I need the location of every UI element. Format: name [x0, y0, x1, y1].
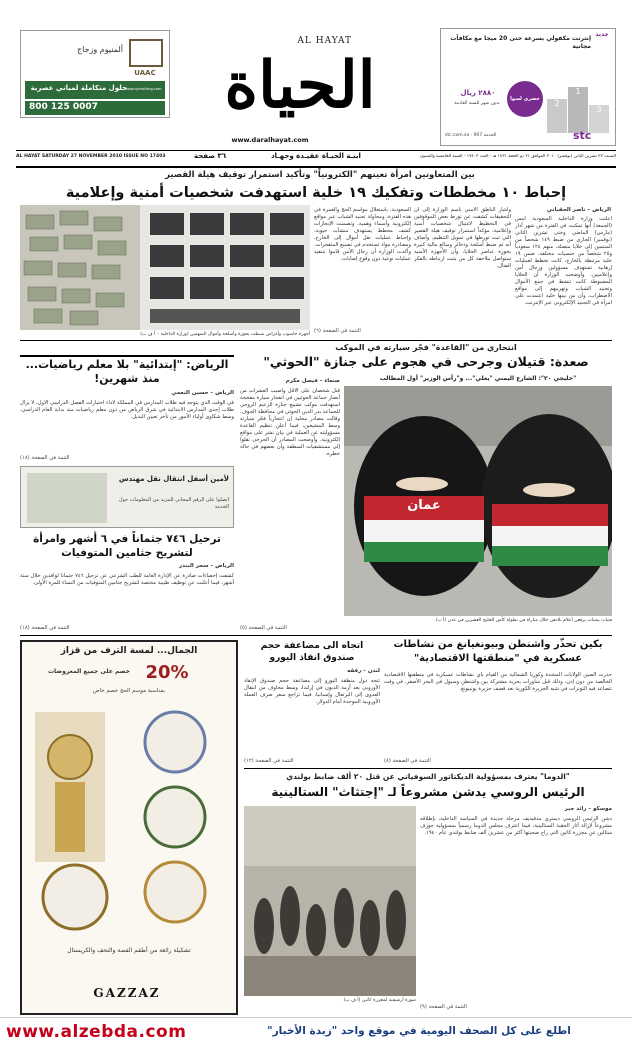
- ad-uaac-url: www.cprholding.com: [125, 87, 162, 91]
- yemen-kicker: انتحاري من "القاعدة" فجّر سيارته في الموكب: [335, 343, 517, 352]
- transfer-ad[interactable]: [20, 466, 234, 528]
- riyadh-kicker[interactable]: الرياض: "إبتدائية" بلا معلم رياضيات... منذ شهرين!: [25, 358, 229, 385]
- date-bottom-rule: [16, 166, 616, 168]
- podium-step-2: 2: [547, 99, 567, 133]
- russia-byline: موسكو – رائد جبر: [564, 806, 612, 812]
- gazzaz-ad[interactable]: [20, 640, 238, 1015]
- russia-photo-caption: صورة أرشيفية لمجزرة كاتين (أ ف ب): [343, 998, 416, 1003]
- gazzaz-discount-label: خصم على جميع المعروضات: [48, 668, 130, 675]
- ad-stc-headline: إنترنت مكفولي بسرعة حتى 20 ميجا مع مكافآت مجانية: [450, 35, 591, 50]
- migration-headline[interactable]: ترحيل ٧٤٦ جثماناً في ٦ أشهر وامرأة لتشريح جثامين المتوفيات: [33, 533, 221, 559]
- ad-stc-logo: stc: [573, 129, 592, 142]
- ad-uaac-slogan: حلول متكاملة لمباني عصرية: [30, 84, 127, 92]
- lead-col-2: وأشار الناطق الأمني باسم الوزارة إلى أن التحقيقات كشفت عن تورط بعض الموقوفين في التخطيط لاغتيال شخصيات أمنية وإعلامية، مؤكداً استمرار توقيف هيلة القصير التي ثبت تورطها في تمويل التنظيم. وأضاف أنه تم ضبط أسلحة وذخائر ومبالغ مالية كبيرة بحوزة عناصر الخلايا، وأن الأجهزة الأمنية ستواصل ملاحقة كل من يثبت ارتباطه بالفكر الضال.: [414, 207, 511, 269]
- russia-top-rule: [244, 768, 612, 769]
- yemen-photo-caption: فتيات يمنيات يرفعن أعلام بلادهن خلال مباراة في بطولة كأس الخليج العشرين في عدن (أ ب): [435, 618, 612, 623]
- ad-stc-price: ٢٨٨٠ ريال: [460, 89, 496, 97]
- podium-step-1: 1: [568, 87, 588, 133]
- russia-kicker: "الدوما" يعترف بمسؤولية الديكتاتور السوفياتي عن قتل ٢٠ ألف ضابط بولندي: [286, 772, 570, 781]
- masthead-latin: AL HAYAT: [297, 36, 352, 46]
- lead-bottom-rule: [20, 340, 612, 341]
- ad-uaac[interactable]: [20, 30, 170, 118]
- yemen-flag-text: عمان: [407, 498, 441, 513]
- ad-stc-badge: حصري لسوا: [507, 81, 543, 117]
- lead-headline[interactable]: إحباط ١٠ مخططات وتفكيك ١٩ خلية استهدفت شخصيات أمنية وإعلامية: [65, 185, 567, 201]
- yemen-headline[interactable]: صعدة: قتيلان وجرحى في هجوم على جنازة "الحوثي": [263, 354, 589, 369]
- lead-photo: [20, 205, 310, 330]
- lead-continued[interactable]: التتمة في الصفحة (٦): [314, 328, 361, 334]
- footer-slogan: اطلع على كل الصحف اليومية في موقع واحد "زبدة الأخبار": [267, 1025, 571, 1037]
- transfer-ad-title: لأمين أسفل انتقال نقل مهندس: [118, 475, 229, 483]
- migration-continued[interactable]: التتمة في الصفحة (١٨): [20, 625, 70, 631]
- china-body: حذرت الصين الولايات المتحدة وكوريا الشمالية من القيام بأي نشاطات عسكرية في منطقتها الاقتصادية الخالصة من دون إذن، وذلك قبل مناورات بحرية مشتركة بين واشنطن وسيول في البحر الأصفر، في وقت تتصاعد فيه التوترات في شبه الجزيرة الكورية بعد قصف جزيرة يونبيونغ.: [384, 672, 612, 692]
- russia-headline[interactable]: الرئيس الروسي يدشن مشروعاً لـ "إجتثاث" الستالينية: [271, 785, 585, 799]
- riyadh-byline: الرياض – حسين النعمي: [171, 390, 234, 396]
- lead-byline: الرياض – ناصر الحقباني: [546, 207, 611, 213]
- ad-stc-sub: بدون شهر للسنة القادمة: [454, 101, 500, 106]
- gazzaz-offer: بمناسبة موسم الحج خصم خاص: [92, 688, 166, 694]
- date-bar: [16, 151, 616, 165]
- footer-url[interactable]: www.alzebda.com: [6, 1022, 187, 1042]
- yemen-continued[interactable]: التتمة في الصفحة (٥): [240, 625, 287, 631]
- lead-col-3: السعودية، باستغلال مواسم الحج والعمرة في هذه الفترة، ومحاولة تجنيد الشباب عبر مواقع إلكترونية وأسماء وهمية. وتضمنت الإنجازات كشف مخطط يستهدف منشآت حيوية، وإحباط عمليات نقل أموال إلى الخارج، ومصادرة مواد تستخدم في تصنيع المتفجرات. وأكدت الوزارة أن رجال الأمن قاموا بتنفيذ عمليات نوعية دون وقوع إصابات.: [314, 207, 411, 262]
- podium-step-3: 3: [589, 105, 609, 133]
- mid-rule: [20, 635, 612, 636]
- china-continued[interactable]: التتمة في الصفحة (٨): [384, 758, 431, 764]
- riyadh-continued[interactable]: التتمة في الصفحة (١٨): [20, 455, 70, 461]
- euro-byline: لندن – رفقه: [347, 668, 380, 674]
- gazzaz-title: الجمال... لمسة الترف من قزاز: [60, 646, 198, 656]
- gazzaz-products: [30, 702, 230, 942]
- gazzaz-brand: GAZZAZ: [93, 986, 161, 1000]
- riyadh-body: في الوقت الذي يتوجه فيه طلاب المدارس في المملكة لأداء اختبارات الفصل الدراسي الأول، لا يزال طلاب إحدى المدارس الابتدائية في شرق الرياض من دون معلم رياضيات منذ بداية العام الدراسي، وسط شكاوى أولياء الأمور من تأخر تعيين البديل.: [20, 400, 234, 420]
- yemen-body: قتل شخصان على الأقل وأصيب العشرات من أنصار جماعة الحوثيين في انفجار سيارة مفخخة استهدفت موكب تشييع جنازة الزعيم الروحي للجماعة بدر الدين الحوثي في محافظة الجوف. وقالت مصادر محلية إن انتحارياً فجّر سيارته وسط المشيعين، فيما أعلن تنظيم القاعدة مسؤوليته عن العملية في بيان نشر على مواقع إلكترونية. وأوضحت المصادر أن الجرحى نقلوا إلى مستشفيات المنطقة وأن بعضهم في حالة خطرة.: [240, 388, 340, 457]
- ad-stc[interactable]: [440, 28, 616, 146]
- russia-body: دشن الرئيس الروسي ديمتري مدفيديف مرحلة جديدة في السياسة الداخلية، بإطلاقه مشروعاً لإزالة آثار الحقبة الستالينية، فيما اعترف مجلس الدوما رسمياً بمسؤولية جوزف ستالين عن مجزرة كاتين التي راح ضحيتها أكثر من عشرين ألف ضابط بولندي عام ١٩٤٠.: [420, 816, 612, 836]
- yemen-photo-image: [344, 386, 612, 616]
- masthead-area: [0, 0, 632, 150]
- russia-photo: [244, 806, 416, 996]
- euro-body: تتجه دول منطقة اليورو إلى مضاعفة حجم صندوق الإنقاذ الأوروبي بعد أزمة الديون في إرلندا، وسط مخاوف من انتقال العدوى إلى البرتغال وإسبانيا، فيما تراجع سعر صرف العملة الأوروبية الموحدة أمام الدولار.: [244, 678, 380, 705]
- transfer-ad-image: [27, 473, 107, 523]
- ad-uaac-brand: UAAC: [134, 69, 156, 77]
- page-count: ٣٦ صفحة: [193, 152, 227, 160]
- date-en: AL HAYAT SATURDAY 27 NOVEMBER 2010 ISSUE NO 17403: [16, 154, 166, 159]
- ad-stc-line: stc.com.sa - 907 الخدمة: [445, 133, 497, 138]
- yemen-byline: صنعاء – فيصل مكرم: [285, 378, 340, 384]
- yemen-photo: [344, 386, 612, 616]
- euro-headline[interactable]: اتجاه الى مضاعفة حجم صندوق انقاذ اليورو: [260, 641, 364, 663]
- date-ar: السبت ٢٧ تشرين الثاني (نوفمبر) ٢٠١٠ الموافق ٢١ ذو الحجة ١٤٣١ هـ - العدد ١٧٤٠٣ - السنة الخامسة والستون: [419, 154, 616, 159]
- lead-photo-image: [20, 205, 310, 330]
- footer-banner[interactable]: [0, 1017, 632, 1045]
- masthead-website: www.daralhayat.com: [231, 136, 309, 144]
- china-headline[interactable]: بكين تحذّر واشنطن وبيونغيانغ من نشاطات عسكرية في "منطقتها الاقتصادية": [393, 639, 603, 664]
- lead-col-1: أعلنت وزارة الداخلية السعودية أمس (الجمعة) أنها تمكنت في الفترة من شهر آذار (مارس) الماضي وحتى تشرين الثاني (نوفمبر) الجاري من ضبط ١٤٩ شخصاً من المنتمين إلى خلايا متصلة، منهم ١٢٤ سعودياً و٢٥ شخصاً من جنسيات مختلفة، ضمن ١٩ خلية مرتبطة بالخارج، كانت تخطط لعمليات إرهابية تستهدف مسؤولين ورجال أمن وإعلاميين. وأوضحت الوزارة أن الخلايا المضبوطة كانت تنشط في جمع الأموال وتجنيد الشباب وتهريبهم إلى مواقع الاضطراب، وأن من بينها خلية اعتمدت على امرأة في التجنيد الإلكتروني عبر الإنترنت.: [515, 216, 612, 306]
- ad-uaac-phone: 800 125 0007: [29, 102, 98, 112]
- lead-photo-caption: أجهزة حاسوب وأغراض ضبطت بحوزة وأسلحة وأموال المتهمين (وزارة الداخلية – أ ف ب): [140, 332, 310, 337]
- euro-continued[interactable]: التتمة في الصفحة (١٢): [244, 758, 294, 764]
- lead-kicker: بين المتعاونين امرأة تعينهم "الكترونياً" وتأكيد استمرار توقيف هيلة القصير: [165, 170, 475, 180]
- ad-stc-new: جديد: [595, 31, 609, 38]
- transfer-ad-body: اتصلوا على الرقم المجاني للمزيد من المعلومات حول الخدمة: [118, 497, 229, 510]
- ad-stc-podium: [547, 81, 611, 133]
- ad-uaac-name: ألمنيوم وزجاج: [76, 45, 123, 54]
- gazzaz-footer: تشكيلة رائعة من أطقم الفضة والتحف والكريستال: [67, 947, 191, 954]
- motto: ابنـة الحيـاة عقيـدة وجهـاد: [271, 152, 361, 160]
- masthead-title: الحياة: [224, 48, 376, 123]
- ad-uaac-logo: [129, 39, 163, 67]
- russia-photo-image: [244, 806, 416, 996]
- migration-byline: الرياض – سحر البندر: [179, 563, 234, 569]
- gazzaz-discount: 20%: [145, 662, 189, 683]
- russia-continued[interactable]: التتمة في الصفحة (٩): [420, 1004, 467, 1010]
- yemen-photo-kicker: "خليجي ٢٠": الشارع اليمني "يغلي"... و"رأس الوزير" أول المطالب: [379, 375, 577, 382]
- migration-body: كشفت إحصاءات صادرة عن الإدارة العامة للطب الشرعي عن ترحيل ٧٤٦ جثماناً لوافدين خلال ستة أشهر، فيما أعلنت عن توظيف طبيبة مختصة لتشريح جثامين المتوفيات من النساء للمرة الأولى.: [20, 573, 234, 586]
